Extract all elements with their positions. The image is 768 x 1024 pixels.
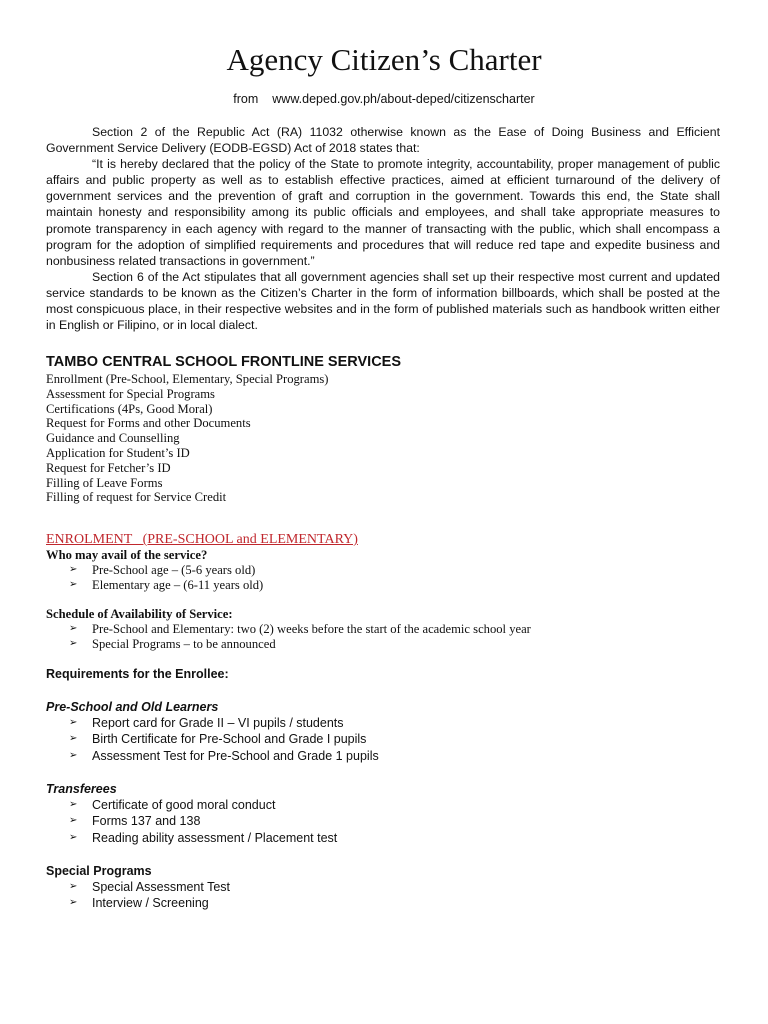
special-programs-section [46, 863, 230, 912]
list-item: ➢ Birth Certificate for Pre-School and Grade I pupils [69, 732, 367, 747]
special-programs-list [46, 879, 230, 912]
who-avail-list [46, 563, 263, 593]
list-item: ➢ Report card for Grade II – VI pupils / students [69, 716, 344, 730]
list-item: ➢ Special Assessment Test [69, 880, 231, 894]
arrowhead-bullet-icon: ➢ [69, 564, 78, 575]
source-line [0, 90, 768, 108]
arrowhead-bullet-icon: ➢ [69, 578, 78, 590]
list-item: ➢ Reading ability assessment / Placement test [69, 830, 338, 845]
list-item: ➢ Special Programs – to be announced [69, 636, 276, 651]
arrowhead-bullet-icon: ➢ [69, 881, 78, 892]
arrowhead-bullet-icon: ➢ [69, 815, 78, 827]
frontline-item: Request for Fetcher’s ID [46, 460, 171, 475]
arrowhead-bullet-icon: ➢ [69, 749, 78, 761]
preschool-list [46, 715, 379, 764]
list-item: ➢ Certificate of good moral conduct [69, 798, 276, 812]
arrowhead-bullet-icon: ➢ [69, 637, 78, 649]
arrowhead-bullet-icon: ➢ [69, 897, 78, 909]
transferees-list [46, 797, 337, 846]
transferees-section [46, 781, 337, 846]
frontline-item: Filling of Leave Forms [46, 475, 163, 490]
section6-paragraph: Section 6 of the Act stipulates that all government agencies shall set up their respective most current and updated service standards to be known as the Citizen’s Charter in the form of information billboards, which shall be posted at the most conspicuous place, in their respective websites and in the form of published materials such as handbook written either in English or Filipino, or in local dialect. [46, 269, 720, 333]
frontline-item: Certifications (4Ps, Good Moral) [46, 401, 213, 416]
schedule-section [46, 607, 531, 652]
who-avail-section [46, 548, 263, 593]
arrowhead-bullet-icon: ➢ [69, 831, 78, 843]
frontline-item: Assessment for Special Programs [46, 386, 215, 401]
transferees-heading: Transferees [46, 782, 117, 796]
arrowhead-bullet-icon: ➢ [69, 717, 78, 728]
list-item: ➢ Pre-School and Elementary: two (2) weeks before the start of the academic school year [69, 622, 531, 636]
special-programs-heading: Special Programs [46, 864, 152, 878]
arrowhead-bullet-icon: ➢ [69, 799, 78, 810]
frontline-item: Guidance and Counselling [46, 431, 180, 446]
schedule-heading: Schedule of Availability of Service: [46, 607, 233, 621]
who-avail-heading: Who may avail of the service? [46, 548, 208, 562]
frontline-item: Request for Forms and other Documents [46, 416, 251, 431]
arrowhead-bullet-icon: ➢ [69, 623, 78, 634]
frontline-services-list [46, 372, 328, 505]
frontline-item: Enrollment (Pre-School, Elementary, Special Programs) [46, 372, 329, 386]
frontline-item: Filling of request for Service Credit [46, 490, 227, 505]
list-item: ➢ Elementary age – (6-11 years old) [69, 577, 264, 592]
intro-paragraph: Section 2 of the Republic Act (RA) 11032 otherwise known as the Ease of Doing Business and Efficient Government Service Delivery (EODB-EGSD) Act of 2018 states that: [46, 125, 720, 156]
list-item: ➢ Interview / Screening [69, 896, 209, 911]
requirements-heading: Requirements for the Enrollee: [46, 667, 229, 681]
list-item: ➢ Forms 137 and 138 [69, 814, 201, 829]
frontline-item: Application for Student’s ID [46, 445, 190, 460]
quote-paragraph: “It is hereby declared that the policy of the State to promote integrity, accountability, proper management of public affairs and public property as well as to establish effective practices, aimed at efficient turnaround of the delivery of government services and the prevention of graft and corruption in the government. Towards this end, the State shall maintain honesty and responsibility among its public officials and employees, and shall take appropriate measures to promote transparency in each agency with regard to the manner of transacting with the public, which shall encompass a program for the adoption of simplified requirements and procedures that will reduce red tape and expedite business and nonbusiness related transactions in government.” [46, 157, 720, 268]
source-url: www.deped.gov.ph/about-deped/citizenscharter [272, 92, 535, 106]
document-title: Agency Citizen’s Charter [226, 42, 542, 77]
intro-body [46, 124, 720, 333]
preschool-section [46, 699, 379, 764]
enrolment-heading: ENROLMENT (PRE-SCHOOL and ELEMENTARY) [46, 532, 358, 547]
arrowhead-bullet-icon: ➢ [69, 733, 78, 745]
list-item: ➢ Assessment Test for Pre-School and Grade 1 pupils [69, 748, 379, 763]
source-label: from [233, 92, 259, 106]
preschool-heading: Pre-School and Old Learners [46, 700, 219, 714]
list-item: ➢ Pre-School age – (5-6 years old) [69, 563, 256, 577]
frontline-heading: TAMBO CENTRAL SCHOOL FRONTLINE SERVICES [46, 354, 402, 370]
schedule-list [46, 622, 531, 652]
